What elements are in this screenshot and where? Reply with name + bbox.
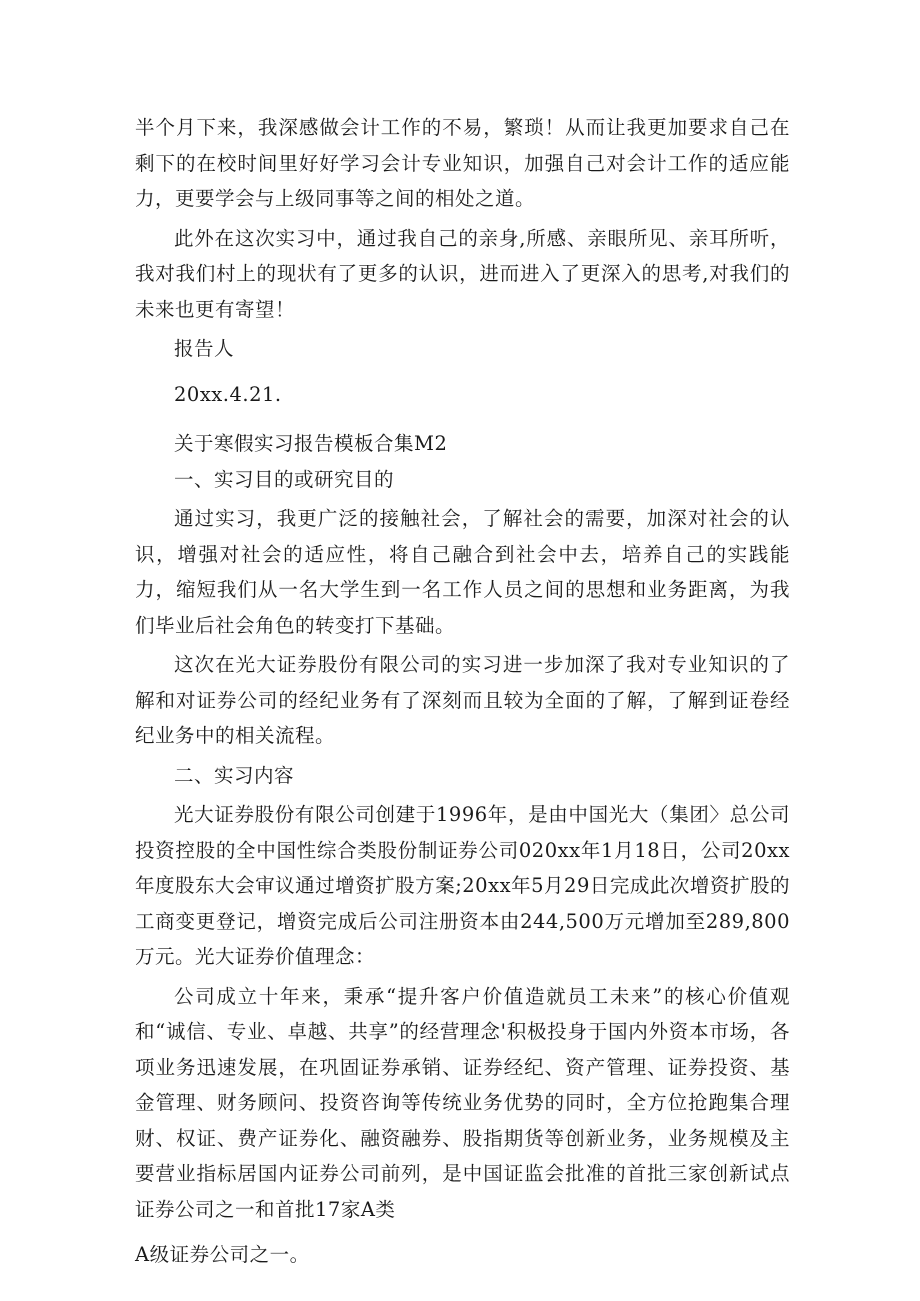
report-date: 20xx.4.21.	[174, 382, 282, 406]
paragraph-purpose-body: 通过实习，我更广泛的接触社会，了解社会的需要，加深对社会的认识，增强对社会的适应性，将自己融合到社会中去，培养自己的实践能力，缩短我们从一名大学生到一名工作人员之间的思想和业务距离，为我们毕业后社会角色的转变打下基础。	[135, 507, 790, 637]
paragraph-accounting-reflection: 半个月下来，我深感做会计工作的不易，繁琐！从而让我更加要求自己在剩下的在校时间里好好学习会计专业知识，加强自己对会计工作的适应能力，更要学会与上级同事等之间的相处之道。	[135, 116, 790, 210]
paragraph-closing-line: A级证券公司之一。	[135, 1243, 310, 1266]
document-body	[135, 110, 790, 1273]
paragraph-village-observation: 此外在这次实习中，通过我自己的亲身,所感、亲眼所见、亲耳所听，我对我们村上的现状有了更多的认识，进而进入了更深入的思考,对我们的未来也更有寄望！	[135, 226, 790, 321]
paragraph-everbright-experience: 这次在光大证券股份有限公司的实习进一步加深了我对专业知识的了解和对证券公司的经纪业务有了深刻而且较为全面的了解，了解到证卷经纪业务中的相关流程。	[135, 653, 790, 747]
paragraph-company-profile: 光大证券股份有限公司创建于1996年，是由中国光大（集团〉总公司投资控股的全中国性综合类股份制证券公司020xx年1月18日，公司20xx年度股东大会审议通过增资扩股方案;20xx年5月29日完成此次增资扩股的工商变更登记，增资完成后公司注册资本由244,500万元增加至289,800万元。光大证券价值理念：	[135, 803, 790, 968]
heading-internship-purpose: 一、实习目的或研究目的	[174, 467, 395, 491]
reporter-label: 报告人	[174, 337, 235, 360]
heading-internship-content: 二、实习内容	[174, 763, 295, 787]
paragraph-company-values: 公司成立十年来，秉承“提升客户价值造就员工未来”的核心价值观和“诚信、专业、卓越、共享”的经营理念'积极投身于国内外资本市场，各项业务迅速发展，在巩固证券承销、证券经纪、资产管理、证券投资、基金管理、财务顾问、投资咨询等传统业务优势的同时，全方位抢跑集合理财、权证、费产证券化、融资融券、股指期货等创新业务，业务规模及主要营业指标居国内证券公司前列，是中国证监会批准的首批三家创新试点证券公司之一和首批17家A类	[135, 984, 790, 1221]
section-title: 关于寒假实习报告模板合集M2	[174, 432, 448, 455]
